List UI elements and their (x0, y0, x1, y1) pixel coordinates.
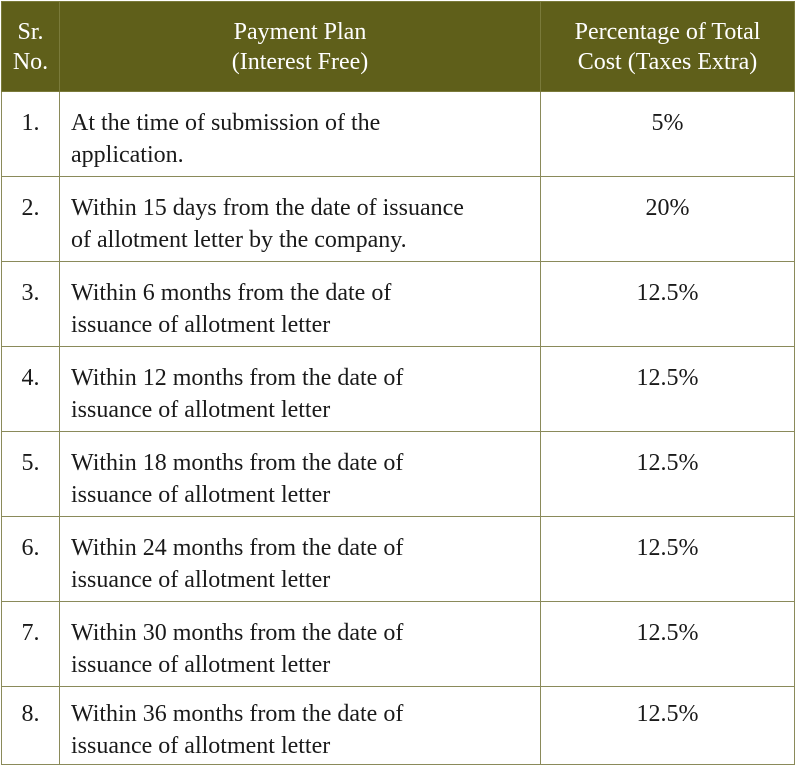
plan-cell (60, 517, 541, 602)
plan-line2: issuance of allotment letter (71, 397, 331, 423)
percentage-cell: 20% (541, 177, 795, 262)
header-pct-line1: Percentage of Total (574, 18, 761, 45)
table-row (2, 92, 795, 177)
plan-line2: issuance of allotment letter (71, 312, 331, 338)
table-row (2, 347, 795, 432)
sr-no-cell: 6. (2, 517, 60, 602)
percentage-cell: 12.5% (541, 262, 795, 347)
plan-line1: Within 6 months from the date of (71, 280, 392, 306)
plan-cell (60, 602, 541, 687)
plan-line1: Within 12 months from the date of (71, 365, 404, 391)
plan-line1: Within 18 months from the date of (71, 450, 404, 476)
header-sr-no (2, 2, 60, 92)
table-row (2, 602, 795, 687)
table-row (2, 177, 795, 262)
sr-no-cell: 8. (2, 687, 60, 765)
table-row (2, 517, 795, 602)
sr-no-cell: 3. (2, 262, 60, 347)
percentage-cell: 12.5% (541, 432, 795, 517)
percentage-cell: 12.5% (541, 602, 795, 687)
plan-cell (60, 92, 541, 177)
header-plan-line2: (Interest Free) (231, 48, 369, 75)
plan-line2: issuance of allotment letter (71, 482, 331, 508)
plan-line1: Within 30 months from the date of (71, 620, 404, 646)
sr-no-cell: 2. (2, 177, 60, 262)
plan-line2: issuance of allotment letter (71, 567, 331, 593)
payment-plan-table-container (1, 1, 794, 765)
sr-no-cell: 5. (2, 432, 60, 517)
plan-cell (60, 262, 541, 347)
sr-no-cell: 4. (2, 347, 60, 432)
plan-cell (60, 687, 541, 765)
percentage-cell: 12.5% (541, 687, 795, 765)
percentage-cell: 5% (541, 92, 795, 177)
plan-cell (60, 432, 541, 517)
plan-line2: of allotment letter by the company. (71, 227, 407, 253)
header-plan-line1: Payment Plan (233, 18, 367, 45)
plan-line1: At the time of submission of the (71, 110, 381, 136)
table-row (2, 432, 795, 517)
header-payment-plan (60, 2, 541, 92)
sr-no-cell: 7. (2, 602, 60, 687)
plan-cell (60, 347, 541, 432)
plan-line1: Within 24 months from the date of (71, 535, 404, 561)
header-sr-line2: No. (12, 48, 49, 75)
table-row (2, 262, 795, 347)
percentage-cell: 12.5% (541, 517, 795, 602)
header-pct-line2: Cost (Taxes Extra) (577, 48, 758, 75)
table-row (2, 687, 795, 765)
header-row (2, 2, 795, 92)
plan-line2: issuance of allotment letter (71, 733, 331, 759)
plan-line1: Within 36 months from the date of (71, 701, 404, 727)
plan-line2: application. (71, 142, 184, 168)
plan-line1: Within 15 days from the date of issuance (71, 195, 464, 221)
header-percentage (541, 2, 795, 92)
plan-cell (60, 177, 541, 262)
percentage-cell: 12.5% (541, 347, 795, 432)
header-sr-line1: Sr. (17, 18, 44, 45)
sr-no-cell: 1. (2, 92, 60, 177)
plan-line2: issuance of allotment letter (71, 652, 331, 678)
payment-plan-table (1, 1, 795, 765)
